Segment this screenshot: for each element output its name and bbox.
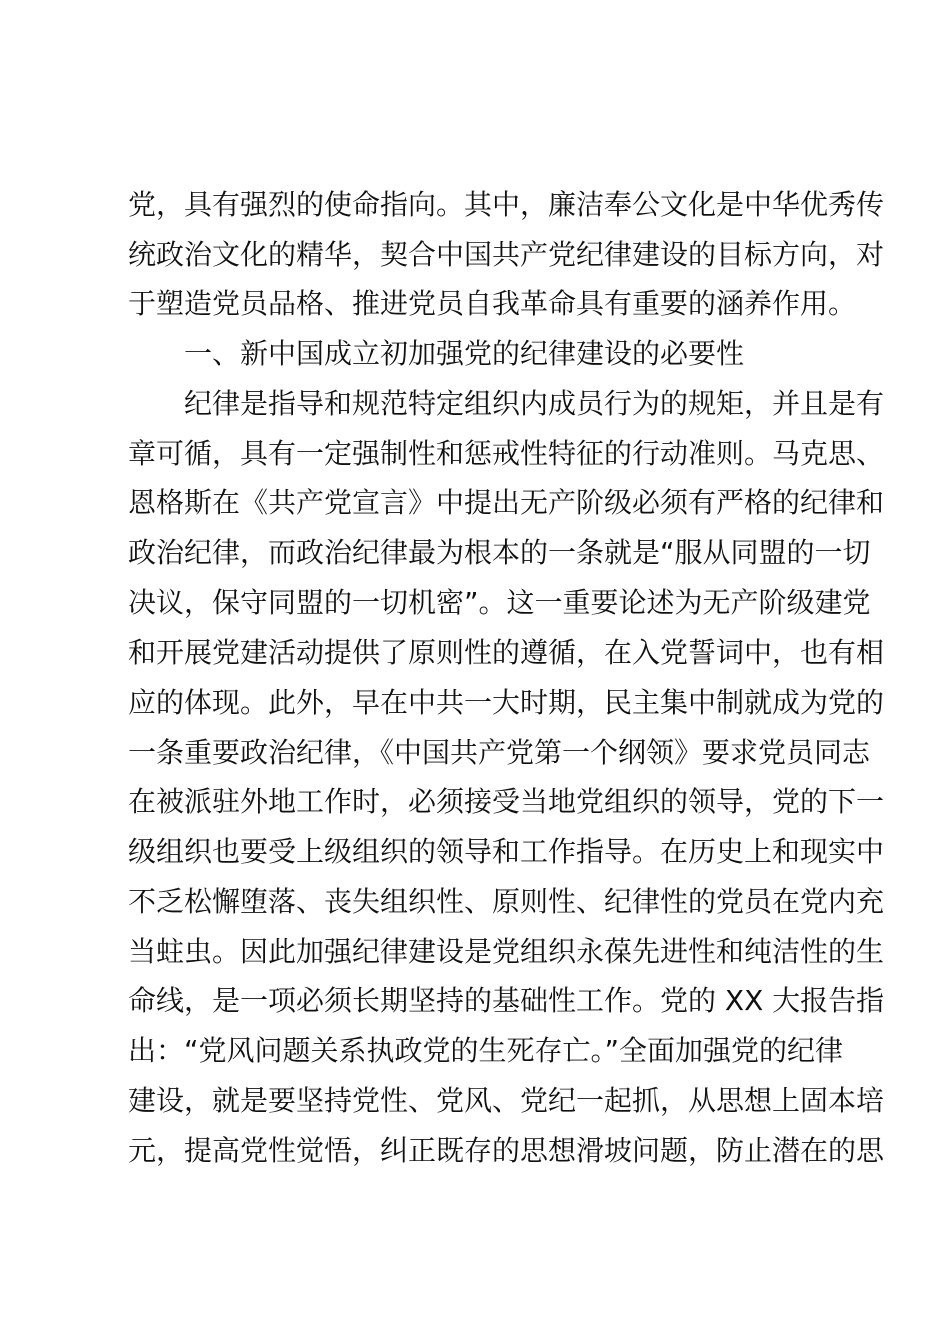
text-line: 于塑造党员品格、推进党员自我革命具有重要的涵养作用。 xyxy=(128,287,857,320)
text-line: 级组织也要受上级组织的领导和工作指导。在历史上和现实中 xyxy=(128,835,885,868)
text-line: 命线，是一项必须长期坚持的基础性工作。党的 XX 大报告指 xyxy=(128,984,885,1017)
text-line: 党，具有强烈的使命指向。其中，廉洁奉公文化是中华优秀传 xyxy=(128,188,885,221)
text-line: 决议，保守同盟的一切机密”。这一重要论述为无产阶级建党 xyxy=(128,586,871,619)
text-line: 一条重要政治纪律，《中国共产党第一个纲领》要求党员同志 xyxy=(128,736,871,769)
text-line: 不乏松懈堕落、丧失组织性、原则性、纪律性的党员在党内充 xyxy=(128,885,885,918)
text-line: 和开展党建活动提供了原则性的遵循，在入党誓词中，也有相 xyxy=(128,636,885,669)
text-line: 统政治文化的精华，契合中国共产党纪律建设的目标方向，对 xyxy=(128,238,885,271)
paragraph-first-line: 纪律是指导和规范特定组织内成员行为的规矩，并且是有 xyxy=(184,387,885,420)
text-line: 章可循，具有一定强制性和惩戒性特征的行动准则。马克思、 xyxy=(128,437,885,470)
text-line: 当蛀虫。因此加强纪律建设是党组织永葆先进性和纯洁性的生 xyxy=(128,935,885,968)
text-line: 应的体现。此外，早在中共一大时期，民主集中制就成为党的 xyxy=(128,686,885,719)
text-line: 政治纪律，而政治纪律最为根本的一条就是“服从同盟的一切 xyxy=(128,536,871,569)
section-heading: 一、新中国成立初加强党的纪律建设的必要性 xyxy=(184,337,745,370)
text-line: 建设，就是要坚持党性、党风、党纪一起抓，从思想上固本培 xyxy=(128,1084,885,1117)
text-line: 元，提高党性觉悟，纠正既存的思想滑坡问题，防止潜在的思 xyxy=(128,1134,885,1167)
text-line: 恩格斯在《共产党宣言》中提出无产阶级必须有严格的纪律和 xyxy=(128,486,885,519)
text-line: 出：“党风问题关系执政党的生死存亡。”全面加强党的纪律 xyxy=(128,1034,844,1067)
text-line: 在被派驻外地工作时，必须接受当地党组织的领导，党的下一 xyxy=(128,785,885,818)
